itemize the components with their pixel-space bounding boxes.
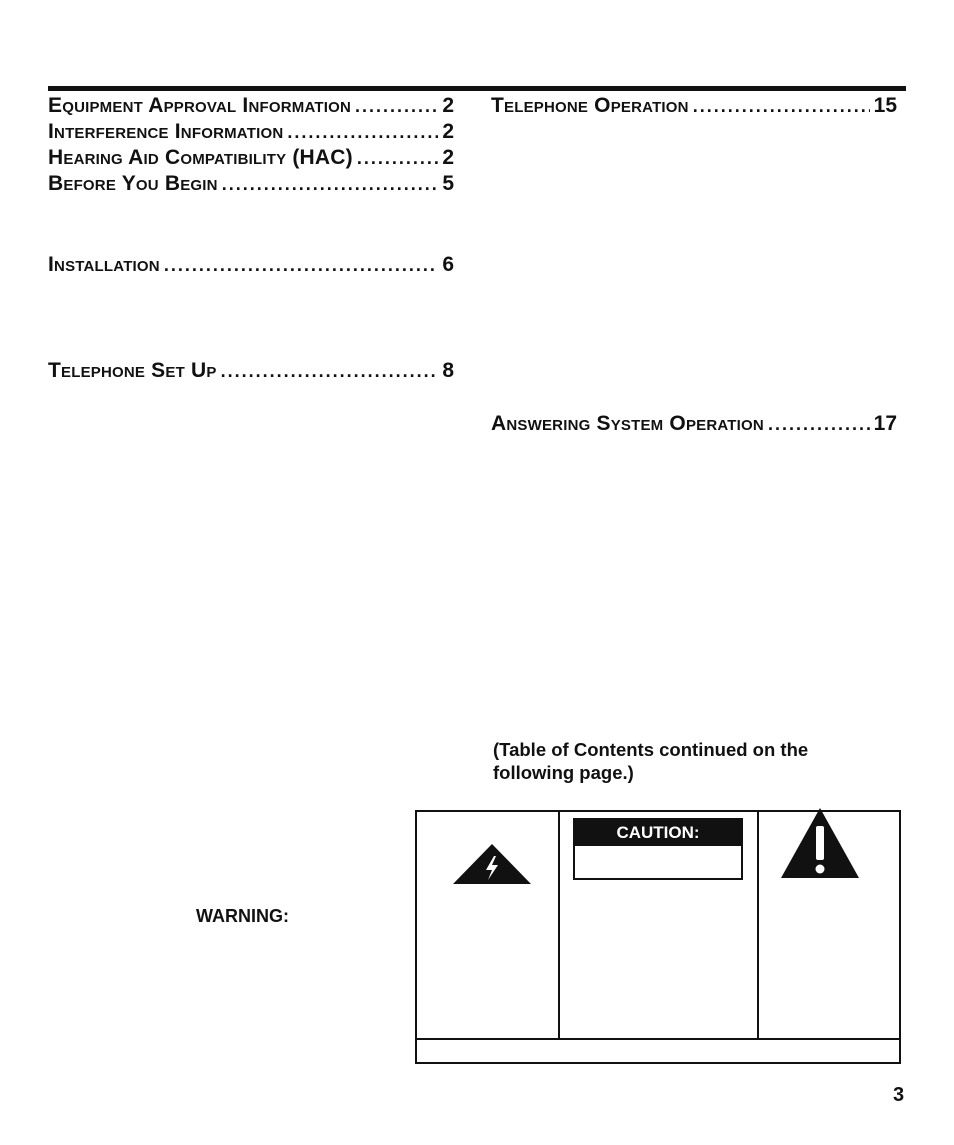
toc-entry-page: 8: [442, 359, 454, 382]
toc-entry[interactable]: [491, 411, 897, 437]
toc-leader-dots: [287, 119, 438, 145]
exclamation-warning-icon: [781, 808, 859, 878]
toc-entry-title: Before You Begin: [48, 172, 218, 195]
toc-leader-dots: [221, 358, 439, 384]
toc-entry-title: Installation: [48, 253, 160, 276]
toc-leader-dots: [222, 171, 439, 197]
toc-entry-title: Hearing Aid Compatibility (HAC): [48, 146, 353, 169]
toc-leader-dots: [355, 93, 438, 119]
toc-leader-dots: [357, 145, 438, 171]
caution-box-divider: [558, 812, 560, 1038]
toc-entry-page: 6: [442, 253, 454, 276]
toc-entry-title: Equipment Approval Information: [48, 94, 351, 117]
toc-entry-title: Interference Information: [48, 120, 284, 143]
caution-box-footer-rule: [417, 1038, 899, 1040]
toc-leader-dots: [164, 252, 438, 278]
toc-entry[interactable]: [48, 93, 454, 119]
toc-entry[interactable]: [48, 119, 454, 145]
toc-entry-title: Telephone Operation: [491, 94, 689, 117]
toc-entry-page: 2: [442, 120, 454, 143]
top-rule: [48, 86, 906, 91]
caution-box-divider: [757, 812, 759, 1038]
toc-leader-dots: [768, 411, 870, 437]
caution-box: [415, 810, 901, 1064]
toc-continued-note: (Table of Contents continued on the following page.): [493, 739, 809, 783]
toc-entry-page: 15: [873, 94, 897, 117]
toc-entry-page: 2: [442, 94, 454, 117]
toc-leader-dots: [693, 93, 870, 119]
toc-entry-page: 2: [442, 146, 454, 169]
toc-entry[interactable]: [48, 171, 454, 197]
high-voltage-warning-icon: [453, 844, 531, 884]
toc-entry[interactable]: [491, 93, 897, 119]
toc-entry-title: Telephone Set Up: [48, 359, 217, 382]
toc-entry-title: Answering System Operation: [491, 412, 764, 435]
toc-entry[interactable]: [48, 358, 454, 384]
warning-label: WARNING:: [196, 906, 289, 926]
toc-entry[interactable]: [48, 252, 454, 278]
caution-label-box: [573, 818, 743, 880]
caution-label: CAUTION:: [575, 820, 741, 846]
toc-entry-page: 17: [873, 412, 897, 435]
toc-entry[interactable]: [48, 145, 454, 171]
page-number: 3: [893, 1084, 905, 1106]
toc-entry-page: 5: [442, 172, 454, 195]
